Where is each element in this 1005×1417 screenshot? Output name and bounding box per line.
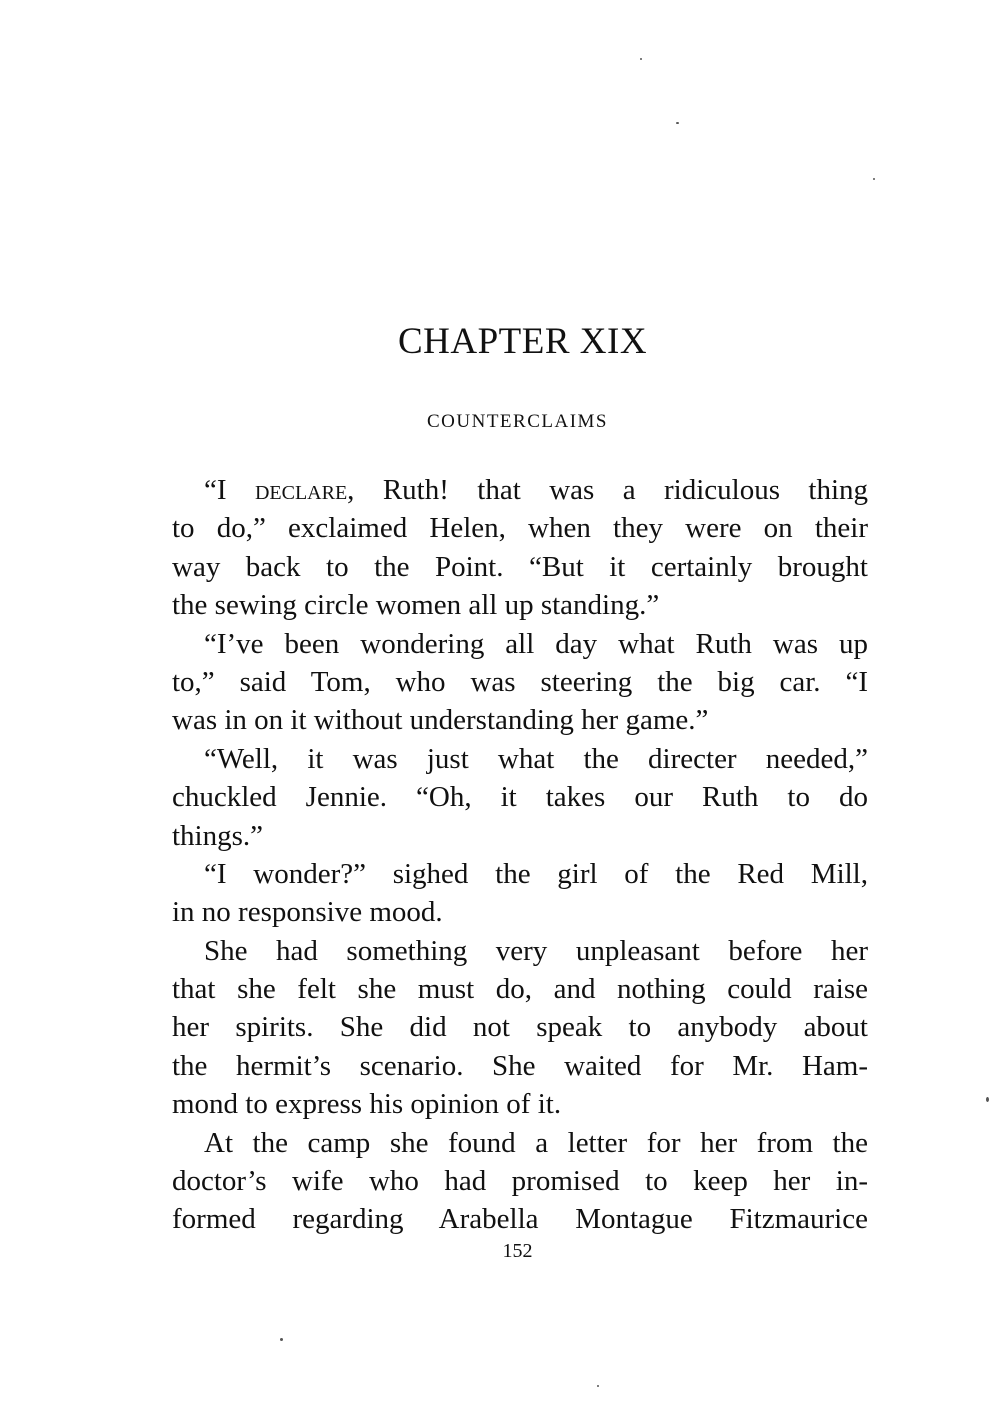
scan-speck <box>873 178 875 180</box>
chapter-title: CHAPTER XIX <box>397 321 648 362</box>
text-line: “I’ve been wondering all day what Ruth was up <box>204 627 868 660</box>
text-line: chuckled Jennie. “Oh, it takes our Ruth to do <box>172 781 868 814</box>
text-line: “Well, it was just what the directer needed,” <box>204 742 868 775</box>
text-line: way back to the Point. “But it certainly brought <box>172 550 868 583</box>
text-line: the sewing circle women all up standing.” <box>172 589 660 622</box>
line-lead: “I <box>204 474 255 506</box>
text-line: the hermit’s scenario. She waited for Mr. Ham- <box>172 1049 868 1082</box>
text-line: doctor’s wife who had promised to keep her in- <box>172 1165 868 1198</box>
line-rest: , Ruth! that was a ridiculous thing <box>347 474 869 506</box>
text-line: to do,” exclaimed Helen, when they were on their <box>172 512 868 545</box>
text-line: She had something very unpleasant before her <box>204 934 868 967</box>
scan-speck <box>676 122 679 124</box>
scan-speck <box>597 1385 599 1387</box>
text-line: was in on it without understanding her game.” <box>172 704 709 737</box>
text-line: things.” <box>172 819 264 852</box>
chapter-subtitle: COUNTERCLAIMS <box>426 411 608 432</box>
body-text <box>172 471 868 1239</box>
text-line: “I wonder?” sighed the girl of the Red Mill, <box>204 857 868 890</box>
scan-speck <box>986 1097 989 1102</box>
text-line: At the camp she found a letter for her from the <box>204 1126 868 1159</box>
small-caps-word: declare <box>254 474 348 506</box>
text-line <box>172 471 868 509</box>
text-line: formed regarding Arabella Montague Fitzmaurice <box>172 1203 868 1236</box>
scan-speck <box>640 58 642 60</box>
text-line: mond to express his opinion of it. <box>172 1088 562 1121</box>
text-line: that she felt she must do, and nothing could raise <box>172 973 868 1006</box>
text-line: her spirits. She did not speak to anybody about <box>172 1011 868 1044</box>
text-line: in no responsive mood. <box>172 896 443 929</box>
scan-speck <box>280 1338 283 1341</box>
page-number: 152 <box>502 1240 533 1262</box>
text-line: to,” said Tom, who was steering the big car. “I <box>172 665 868 698</box>
